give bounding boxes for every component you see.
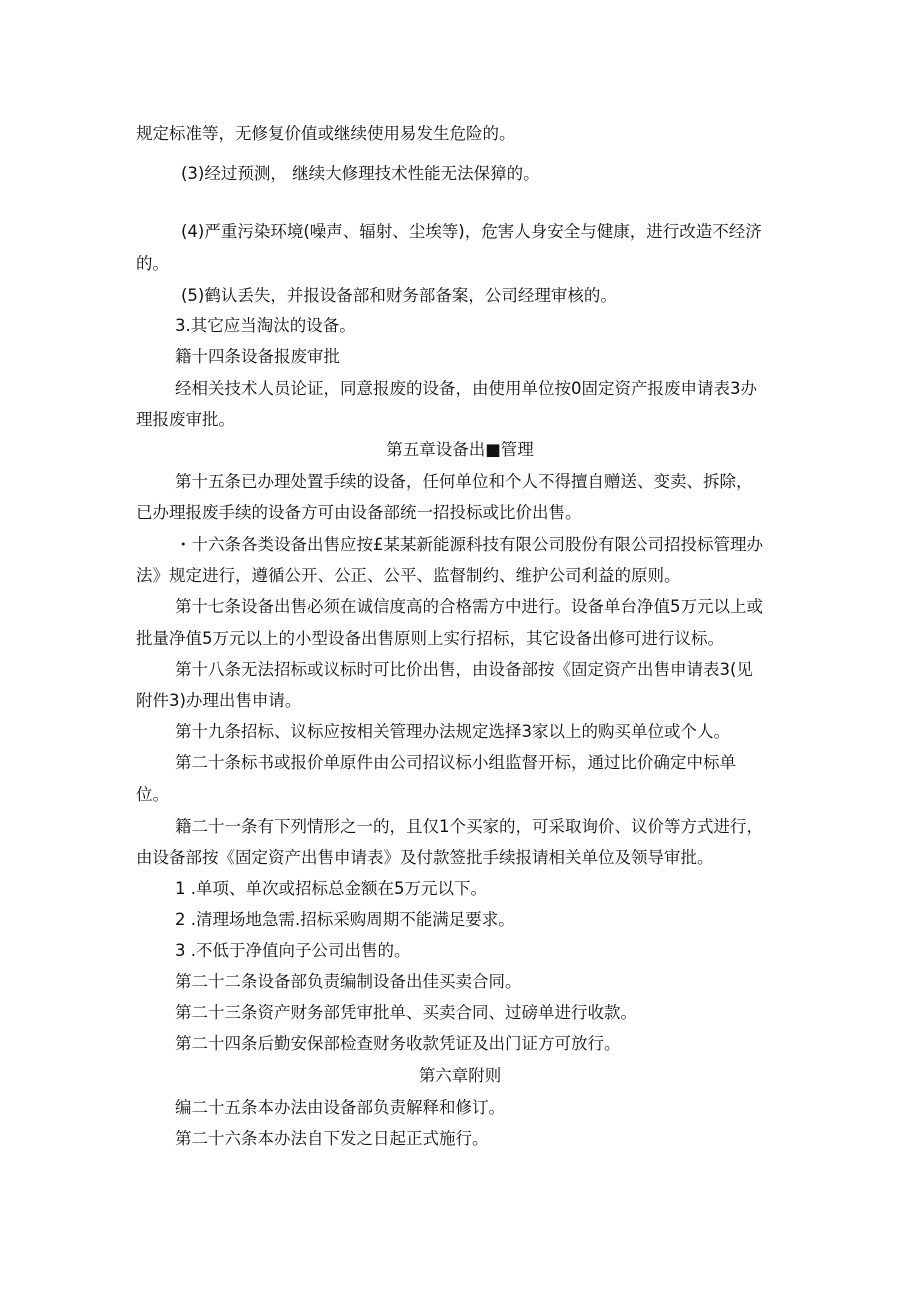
- list-item: 3 .不低于净值向子公司出售的。: [175, 941, 411, 960]
- chapter-heading: 第五章设备出■管理: [386, 440, 534, 459]
- paragraph-line: 位。: [136, 785, 169, 804]
- paragraph-line: 第十八条无法招标或议标时可比价出售，由设备部按《固定资产出售申请表3(见: [175, 660, 753, 679]
- paragraph-line: 编二十五条本办法由设备部负责解释和修订。: [175, 1098, 505, 1117]
- paragraph-line: 第二十条标书或报价单原件由公司招议标小组监督开标，通过比价确定中标单: [175, 753, 736, 772]
- section-title: 籍十四条设备报废审批: [175, 347, 340, 366]
- paragraph-line: 的。: [136, 254, 169, 273]
- paragraph-line: 规定标准等，无修复价值或继续使用易发生危险的。: [136, 124, 516, 143]
- paragraph-line: (4)严重污染环境(噪声、辐射、尘埃等)，危害人身安全与健康，进行改造不经济: [181, 222, 762, 241]
- paragraph-line: 批量净值5万元以上的小型设备出售原则上实行招标，其它设备出修可进行议标。: [136, 629, 724, 648]
- paragraph-line: 3.其它应当淘汰的设备。: [175, 316, 356, 335]
- paragraph-line: ・十六条各类设备出售应按£某某新能源科技有限公司股份有限公司招投标管理办: [175, 535, 763, 554]
- paragraph-line: 理报废审批。: [136, 410, 235, 429]
- paragraph-line: 籍二十一条有下列情形之一的，且仅1个买家的，可采取询价、议价等方式进行，: [175, 817, 763, 836]
- paragraph-line: 第二十二条设备部负责编制设备出佳买卖合同。: [175, 972, 522, 991]
- paragraph-line: 第十九条招标、议标应按相关管理办法规定选择3家以上的购买单位或个人。: [175, 722, 730, 741]
- list-item: 1 .单项、单次或招标总金额在5万元以下。: [175, 879, 487, 898]
- paragraph-line: 附件3)办理出售申请。: [136, 691, 302, 710]
- list-item: 2 .清理场地急需.招标采购周期不能满足要求。: [175, 910, 515, 929]
- paragraph-line: (3)经过预测， 继续大修理技术性能无法保獐的。: [181, 164, 540, 183]
- paragraph-line: 第二十四条后勤安保部检查财务收款凭证及出门证方可放行。: [175, 1034, 621, 1053]
- paragraph-line: 已办理报废手续的设备方可由设备部统一招投标或比价出售。: [136, 503, 582, 522]
- chapter-heading: 第六章附则: [418, 1066, 502, 1085]
- paragraph-line: 第十五条已办理处置手续的设备，任何单位和个人不得擅自赠送、变卖、拆除，: [175, 472, 753, 491]
- paragraph-line: (5)鹤认丢失，并报设备部和财务部备案，公司经理审核的。: [181, 286, 617, 305]
- paragraph-line: 由设备部按《固定资产出售申请表》及付款签批手续报请相关单位及领导审批。: [136, 848, 714, 867]
- paragraph-line: 第二十三条资产财务部凭审批单、买卖合同、过磅单进行收款。: [175, 1003, 637, 1022]
- paragraph-line: 法》规定进行，遵循公开、公正、公平、监督制约、维护公司利益的原则。: [136, 566, 681, 585]
- paragraph-line: 经相关技术人员论证，同意报废的设备，由使用单位按0固定资产报废申请表3办: [175, 379, 757, 398]
- paragraph-line: 第二十六条本办法自下发之日起正式施行。: [175, 1129, 489, 1148]
- paragraph-line: 第十七条设备出售必须在诚信度高的合格需方中进行。设备单台净值5万元以上或: [175, 597, 763, 616]
